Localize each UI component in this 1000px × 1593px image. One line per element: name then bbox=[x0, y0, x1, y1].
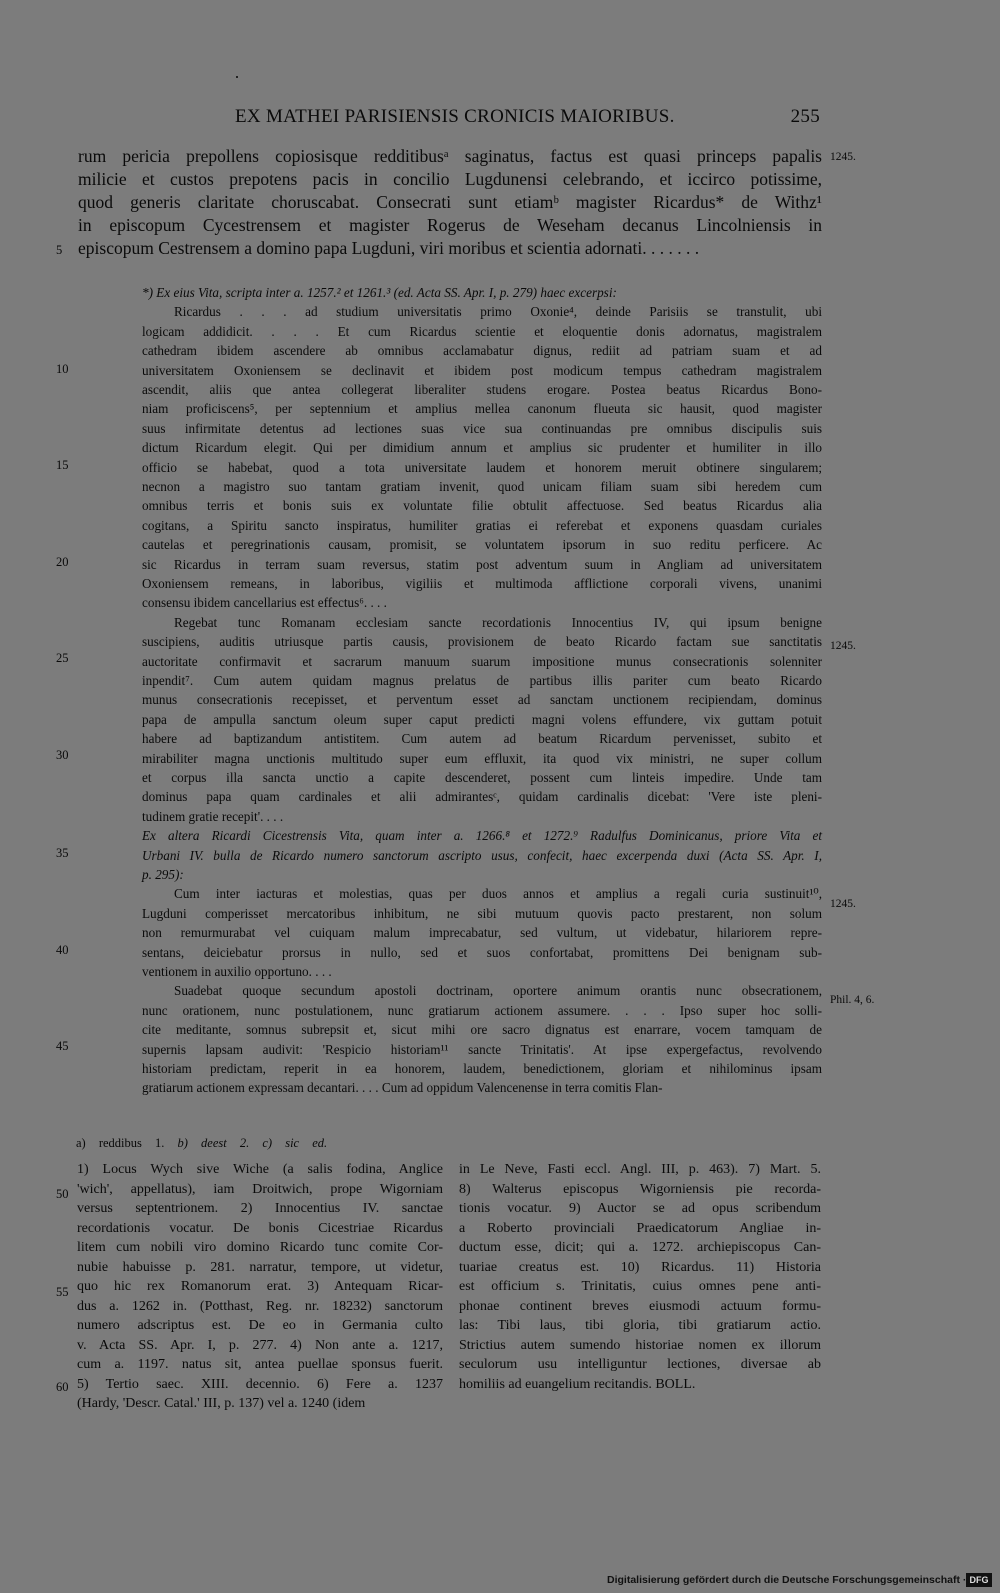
margin-note-year: 1245. bbox=[830, 151, 856, 163]
note-text-line: necnon a magistro suo tantam gratiam invenit, quod unicam filiam suam sibi heredem cum bbox=[142, 479, 822, 494]
apparatus-b: b) deest 2. bbox=[177, 1136, 250, 1150]
note-text-line: *) Ex eius Vita, scripta inter a. 1257.² et 1261.³ (ed. Acta SS. Apr. I, p. 279) haec excerpsi: bbox=[142, 285, 617, 300]
footnote-line-left: cum a. 1197. natus sit, antea puellae sponsus fuerit. bbox=[77, 1357, 443, 1372]
note-text-line: universitatem Oxoniensem se declinavit et ibidem post modicum tempus cathedram magistralem bbox=[142, 362, 822, 378]
main-text-line: in episcopum Cycestrensem et magister Rogerus de Weseham decanus Lincolniensis in bbox=[78, 215, 822, 235]
footnote-line-right: ductum esse, dicit; qui a. 1272. archiepiscopus Can- bbox=[459, 1240, 821, 1255]
note-text-line: nunc orationem, nunc postulationem, nunc gratiarum actionem assumere. . . . Ipso super hoc solli- bbox=[142, 1002, 822, 1018]
footnote-line-left: quo hic rex Romanorum erat. 3) Antequam Ricar- bbox=[77, 1279, 443, 1294]
dfg-logo: DFG bbox=[966, 1573, 992, 1587]
note-text-line: et corpus illa sancta unctio a capite descenderet, possent cum linteis impedire. Unde tam bbox=[142, 770, 822, 785]
note-text-line: Urbani IV. bulla de Ricardo numero sanctorum ascripto usus, confecit, haec excerpenda duxi (Acta SS. Apr. I, bbox=[142, 847, 822, 863]
main-text-line: milicie et custos prepotens pacis in concilio Lugdunensi celebrando, et iccirco potissime, bbox=[78, 169, 822, 189]
line-number: 5 bbox=[56, 243, 63, 257]
note-text-line: Ricardus . . . ad studium universitatis primo Oxonie⁴, deinde Parisiis se transtulit, ubi bbox=[174, 304, 822, 320]
note-text-line: habere ad baptizandum antistitem. Cum autem ad beatum Ricardum pervenisset, subito et bbox=[142, 731, 822, 747]
running-title: EX MATHEI PARISIENSIS CRONICIS MAIORIBUS. bbox=[235, 106, 675, 127]
note-text-line: Regebat tunc Romanam ecclesiam sancte recordationis Innocentius IV, qui ipsum benigne bbox=[174, 614, 822, 630]
note-text-line: papa de ampulla sanctum oleum super caput predicti magni volens effundere, vix guttam potuit bbox=[142, 711, 822, 727]
note-text-line: Lugduni comperisset mercatoribus inhibitum, ne sibi mutuum quovis pacto prestarent, non solum bbox=[142, 905, 822, 921]
footnote-line-right: homiliis ad euangelium recitandis. BOLL. bbox=[459, 1376, 696, 1392]
line-number: 15 bbox=[56, 458, 69, 472]
running-header bbox=[80, 106, 820, 132]
line-number: 40 bbox=[56, 943, 69, 957]
line-number: 25 bbox=[56, 651, 69, 665]
footnote-line-right: est officium s. Trinitatis, cuius omnes pene anti- bbox=[459, 1279, 821, 1294]
note-text-line: inpendit⁷. Cum autem quidam magnus prelatus de partibus illis pariter cum beato Ricardo bbox=[142, 673, 822, 688]
note-text-line: historiam predictam, reperit in ea honorem, laudem, benedictionem, gloriam et nihilominus ipsam bbox=[142, 1061, 822, 1076]
footnote-line-right: tionis vocatur. 9) Auctor se ad opus scribendum bbox=[459, 1201, 821, 1216]
footnote-line-left: litem cum nobili viro domino Ricardo tunc comite Cor- bbox=[77, 1240, 443, 1255]
note-text-line: Ex altera Ricardi Cicestrensis Vita, quam inter a. 1266.⁸ et 1272.⁹ Radulfus Dominicanus, priore Vita et bbox=[142, 828, 822, 844]
main-text-line: rum pericia prepollens copiosisque redditibusᵃ saginatus, factus est quasi princeps papalis bbox=[78, 146, 822, 166]
note-text-line: auctoritate confirmavit et sacrarum manuum suarum impositione munus consecrationis solenniter bbox=[142, 653, 822, 669]
note-text-line: omnibus terris et bonis suis ex voluntate filie obtulit affectuose. Sed beatus Ricardus alia bbox=[142, 498, 822, 514]
note-text-line: Suadebat quoque secundum apostoli doctrinam, oportere animum orantis nunc obsecrationem, bbox=[174, 983, 822, 999]
note-text-line: officio se habebat, quod a tota universitate laudem et honorem meruit obtinere singularem; bbox=[142, 459, 822, 475]
footnote-line-right: a Roberto provinciali Praedicatorum Angliae in- bbox=[459, 1220, 821, 1236]
note-text-line: non remurmurabat vel cuiquam malum imprecabatur, sed vultum, ut videbatur, hilariorem repre- bbox=[142, 925, 822, 941]
note-text-line: suscipiens, auditis utriusque partis causis, provisionem de beato Ricardo factam sue sanctitatis bbox=[142, 634, 822, 650]
note-text-line: tudinem gratie recepit'. . . . bbox=[142, 808, 284, 824]
note-text-line: sentans, deiciebatur prorsus in nullo, sed et suos confortabat, promittens Dei benignam sub- bbox=[142, 944, 822, 960]
note-text-line: consensu ibidem cancellarius est effectus⁶. . . . bbox=[142, 595, 387, 611]
note-text-line: mirabiliter magna unctionis multitudo super eum effluxit, ita quod vix ministri, ne super collum bbox=[142, 750, 822, 766]
note-text-line: p. 295): bbox=[142, 867, 184, 882]
note-text-line: cathedram ibidem ascendere ab omnibus acclamabatur dignus, rediit ad patriam suam et ad bbox=[142, 343, 822, 359]
margin-note-year: 1245. bbox=[830, 640, 856, 652]
footnote-line-left: v. Acta SS. Apr. I, p. 277. 4) Non ante a. 1217, bbox=[77, 1337, 443, 1353]
line-number: 30 bbox=[56, 748, 69, 762]
line-number: 45 bbox=[56, 1039, 69, 1053]
line-number: 35 bbox=[56, 846, 69, 860]
digitization-credit: Digitalisierung gefördert durch die Deutsche Forschungsgemeinschaft · bbox=[607, 1574, 967, 1586]
line-number: 20 bbox=[56, 555, 69, 569]
note-text-line: Oxoniensem remeans, in laboribus, vigiliis et multimoda afflictione corporali vivens, unanimi bbox=[142, 576, 822, 591]
footnote-line-left: numero adscriptus est. De eo in Germania culto bbox=[77, 1318, 443, 1333]
apparatus-c: c) sic ed. bbox=[262, 1136, 328, 1150]
note-text-line: cite meditante, somnus subrepsit et, sicut mihi ore sacro dignatus est enarrare, vocem tamquam de bbox=[142, 1022, 822, 1038]
note-text-line: dominus papa quam cardinales et alii admirantesᶜ, quidam cardinalis dicebat: 'Vere iste pleni- bbox=[142, 789, 822, 805]
footnote-line-left: nubie habuisse p. 281. narratur, tempore, ut videtur, bbox=[77, 1259, 443, 1275]
note-text-line: cogitans, a Spiritu sancto inspiratus, humiliter gratias ei referebat et exponens quasdam curiales bbox=[142, 517, 822, 533]
footnote-line-left: 1) Locus Wych sive Wiche (a salis fodina, Anglice bbox=[77, 1162, 443, 1177]
note-text-line: munus consecrationis recepisset, et perventum esset ad sanctam unctionem recipiendam, dominus bbox=[142, 692, 822, 708]
footnote-line-right: las: Tibi laus, tibi gloria, tibi gratiarum actio. bbox=[459, 1318, 821, 1333]
footnote-line-left: 5) Tertio saec. XIII. decennio. 6) Fere a. 1237 bbox=[77, 1376, 443, 1392]
page-number: 255 bbox=[790, 106, 820, 127]
line-number: 60 bbox=[56, 1380, 69, 1394]
note-text-line: logicam addidicit. . . . Et cum Ricardus scientie et eloquentie donis adornatus, magistralem bbox=[142, 323, 822, 339]
note-text-line: gratiarum actionem expressam decantari. . . . Cum ad oppidum Valencenense in terra comitis Flan- bbox=[142, 1080, 663, 1096]
main-text-line: episcopum Cestrensem a domino papa Lugduni, viri moribus et scientia adornati. . . . . . . bbox=[78, 238, 700, 258]
note-text-line: Cum inter iacturas et molestias, quas per duos annos et amplius a regali curia sustinuit¹⁰, bbox=[174, 886, 822, 902]
footnote-line-left: recordationis vocatur. De bonis Cicestriae Ricardus bbox=[77, 1220, 443, 1236]
footnote-line-left: 'wich', appellatus), iam Droitwich, prope Wigorniam bbox=[77, 1181, 443, 1197]
critical-apparatus bbox=[76, 1136, 327, 1151]
note-text-line: cautelas et peregrinationis causam, promisit, se voluntatem ipsorum in suo reditu perficere. Ac bbox=[142, 537, 822, 553]
note-text-line: dictum Ricardum elegit. Qui per dimidium annum et amplius sic prudenter et humiliter in illo bbox=[142, 440, 822, 456]
scan-speck bbox=[236, 76, 238, 78]
footnote-line-right: 8) Walterus episcopus Wigorniensis pie recorda- bbox=[459, 1181, 821, 1197]
main-text-line: quod generis claritate choruscabat. Consecrati sunt etiamᵇ magister Ricardus* de Withz¹ bbox=[78, 192, 822, 212]
margin-note-year: 1245. bbox=[830, 898, 856, 910]
footnote-line-right: phonae continent breves eiusmodi actuum formu- bbox=[459, 1298, 821, 1314]
note-text-line: suus infirmitate detentus ad lectiones suas vice sua continuandas pre omnibus discipulis suis bbox=[142, 420, 822, 436]
footnote-line-left: dus a. 1262 in. (Potthast, Reg. nr. 18232) sanctorum bbox=[77, 1298, 443, 1314]
note-text-line: ventionem in auxilio opportuno. . . . bbox=[142, 964, 332, 979]
line-number: 10 bbox=[56, 362, 69, 376]
footnote-line-left: versus septentrionem. 2) Innocentius IV. sanctae bbox=[77, 1201, 443, 1216]
note-text-line: supernis lapsam audivit: 'Respicio historiam¹¹ sancte Trinitatis'. At ipse expergefactus, revolvendo bbox=[142, 1041, 822, 1057]
footnote-line-right: tuariae creatus est. 10) Ricardus. 11) Historia bbox=[459, 1259, 821, 1275]
note-text-line: sic Ricardus in terram suam reversus, statim post adventum suum in Angliam ad universitatem bbox=[142, 556, 822, 572]
footnote-line-right: Strictius autem sumendo historiae nomen ex illorum bbox=[459, 1337, 821, 1353]
footnote-line-right: seculorum usu intelliguntur lectiones, diversae ab bbox=[459, 1357, 821, 1372]
line-number: 50 bbox=[56, 1187, 69, 1201]
note-text-line: ascendit, aliis que antea collegerat liberaliter studens erogare. Postea beatus Ricardus Bono- bbox=[142, 382, 822, 397]
margin-note-citation: Phil. 4, 6. bbox=[830, 994, 875, 1006]
apparatus-a: a) reddibus 1. bbox=[76, 1136, 165, 1150]
footnote-line-left: (Hardy, 'Descr. Catal.' III, p. 137) vel a. 1240 (idem bbox=[77, 1396, 366, 1411]
footnote-line-right: in Le Neve, Fasti eccl. Angl. III, p. 463). 7) Mart. 5. bbox=[459, 1162, 821, 1177]
line-number: 55 bbox=[56, 1285, 69, 1299]
note-text-line: niam proficiscens⁵, per septennium et amplius mellea canonum flueuta sic hausit, quod magister bbox=[142, 401, 822, 417]
